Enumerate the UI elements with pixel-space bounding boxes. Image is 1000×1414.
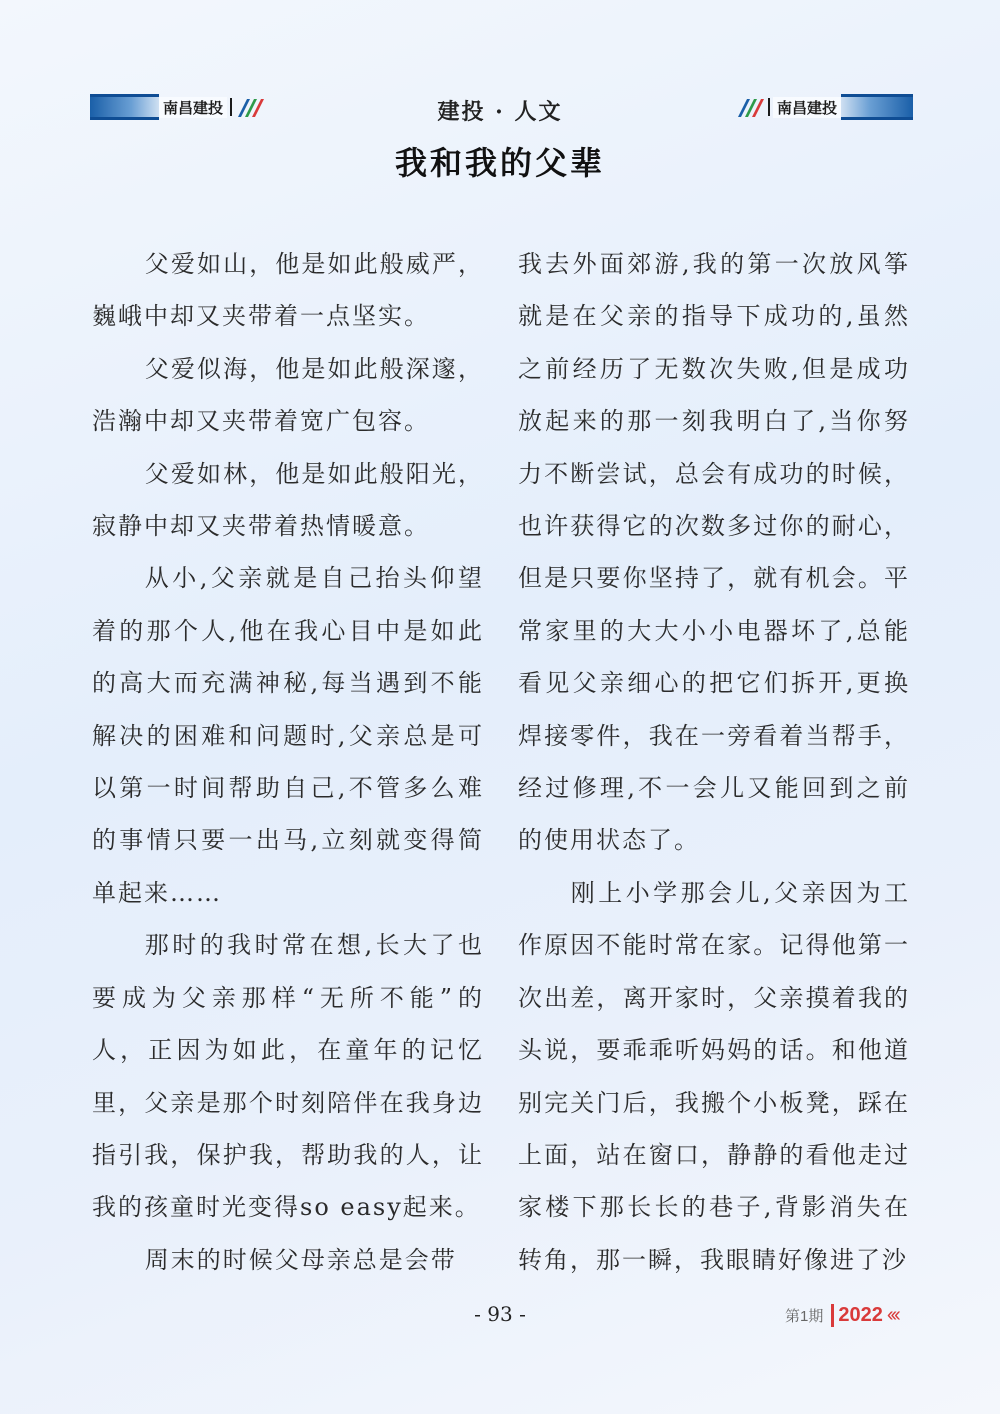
section-label: 建投 · 人文 — [437, 99, 563, 125]
article-title: 我和我的父辈 — [394, 144, 605, 182]
paragraph: 那时的我时常在想,长大了也要成为父亲那样“无所不能”的人，正因为如此，在童年的记忆里，父亲是那个时刻陪伴在我身边指引我，保护我，帮助我的人，让我的孩童时光变得so easy起来。 — [92, 931, 484, 1222]
paragraph: 从小,父亲就是自己抬头仰望着的那个人,他在我心目中是如此的高大而充满神秘,每当遇到不能解决的困难和问题时,父亲总是可以第一时间帮助自己,不管多么难的事情只要一出马,立刻就变得简单起来…… — [92, 564, 484, 907]
issue-label: 第1期 — [785, 1308, 824, 1325]
paragraph-continuation: 我去外面郊游,我的第一次放风筝就是在父亲的指导下成功的,虽然之前经历了无数次失败,但是成功放起来的那一刻我明白了,当你努力不断尝试，总会有成功的时候，也许获得它的次数多过你的耐心，但是只要你坚持了，就有机会。平常家里的大大小小电器坏了,总能看见父亲细心的把它们拆开,更换焊接零件，我在一旁看着当帮手，经过修理,不一会儿又能回到之前的使用状态了。 — [518, 250, 910, 855]
issue-marker — [785, 1304, 898, 1327]
article-column-left — [92, 238, 484, 1286]
paragraph: 刚上小学那会儿,父亲因为工作原因不能时常在家。记得他第一次出差，离开家时，父亲摸着我的头说，要乖乖听妈妈的话。和他道别完关门后，我搬个小板凳，踩在上面，站在窗口，静静的看他走过家楼下那长长的巷子,背影消失在转角，那一瞬，我眼睛好像进了沙 — [518, 878, 910, 1274]
page-number: - 93 - — [474, 1302, 526, 1326]
chevrons-left-icon: ‹‹‹ — [886, 1304, 898, 1326]
article-column-right — [518, 238, 910, 1286]
paragraph: 父爱如山，他是如此般威严，巍峨中却又夹带着一点坚实。 — [92, 250, 484, 331]
brand-name-right: 南昌建投 — [773, 97, 841, 118]
paragraph: 父爱似海，他是如此般深邃，浩瀚中却又夹带着宽广包容。 — [92, 354, 484, 436]
brand-name-left: 南昌建投 — [159, 97, 227, 118]
paragraph: 周末的时候父母亲总是会带 — [144, 1245, 457, 1274]
paragraph: 父爱如林，他是如此般阳光，寂静中却又夹带着热情暖意。 — [92, 459, 484, 541]
issue-year: 2022 — [831, 1304, 883, 1327]
